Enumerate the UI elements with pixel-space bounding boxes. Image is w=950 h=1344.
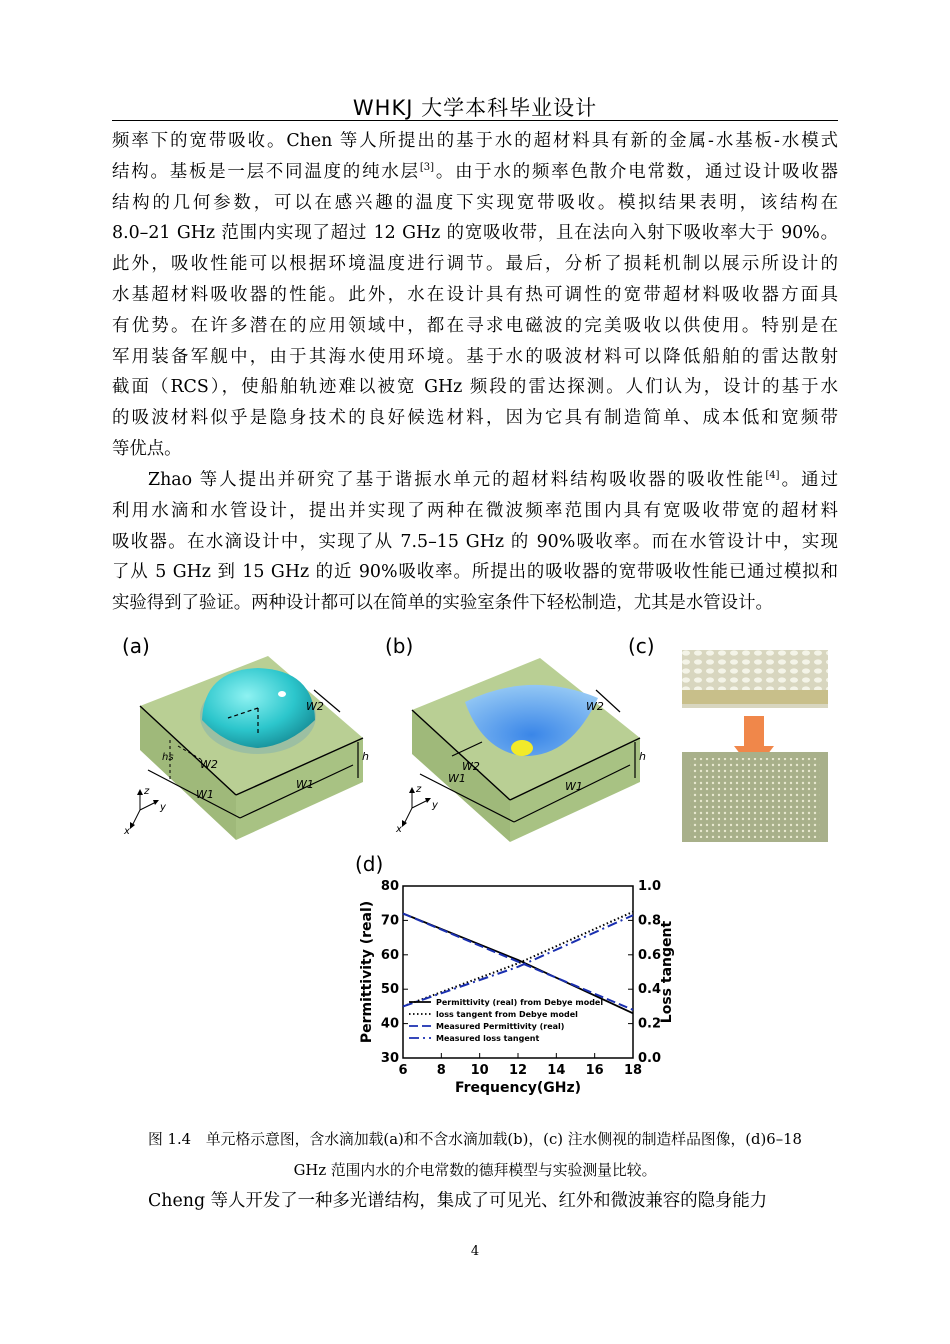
label-h: h: [362, 750, 369, 763]
text-line: 结构的几何参数，可以在感兴趣的温度下实现宽带吸收。模拟结果表明，该结构在: [112, 192, 838, 213]
label-w2: W2: [462, 760, 480, 773]
y-axis-title: Permittivity (real): [359, 900, 375, 1044]
text-line: 频率下的宽带吸收。Chen 等人所提出的基于水的超材料具有新的金属-水基板-水模式: [112, 131, 838, 151]
unit-cell-droplet-illustration: [118, 650, 368, 840]
axes-triad: [123, 786, 167, 837]
y2-axis-title: Loss tangent: [659, 920, 675, 1024]
text-line: 吸收器。在水滴设计中，实现了从 7.5–15 GHz 的 90%吸收率。而在水管设计中，实现: [112, 531, 838, 552]
y-tick-label: 70: [380, 913, 399, 929]
x-tick-label: 12: [508, 1063, 528, 1078]
legend-label: Permittivity (real) from Debye model: [436, 998, 604, 1007]
text-span: 。由于水的频率色散介电常数，通过设计吸收器: [433, 161, 838, 182]
text-line: [112, 157, 838, 188]
text-span: 。通过: [779, 470, 838, 490]
text-span: Zhao 等人提出并研究了基于谐振水单元的超材料结构吸收器的吸收性能: [148, 470, 766, 490]
text-line: 的吸波材料似乎是隐身技术的良好候选材料，因为它具有制造简单、成本低和宽频带: [112, 408, 838, 429]
x-tick-label: 8: [436, 1063, 446, 1078]
y-tick-label: 80: [380, 879, 399, 894]
axis-label-z: z: [416, 784, 422, 795]
label-h: h: [639, 750, 646, 763]
axis-label-y: y: [160, 802, 166, 813]
label-w1: W1: [296, 778, 314, 791]
panel-label-a: (a): [122, 634, 150, 658]
y-tick-label: 40: [380, 1016, 399, 1032]
page-number: 4: [470, 1244, 480, 1259]
x-tick-label: 18: [623, 1063, 643, 1078]
panel-label-c: (c): [628, 634, 655, 658]
label-w2: W2: [586, 700, 604, 713]
axis-label-y: y: [432, 800, 438, 811]
y2-tick-label: 1.0: [638, 879, 662, 894]
x-tick-label: 10: [470, 1063, 489, 1078]
label-hs: hs: [162, 752, 174, 763]
panel-label-b: (b): [385, 634, 414, 658]
paragraph-3: [112, 1186, 838, 1217]
figure-caption-line-2: GHz 范围内水的介电常数的德拜模型与实验测量比较。: [293, 1162, 657, 1179]
citation[interactable]: [3]: [419, 161, 434, 173]
text-line: 水基超材料吸收器的性能。此外，水在设计具有热可调性的宽带超材料吸收器方面具: [112, 284, 838, 305]
label-w2: W2: [306, 700, 324, 713]
legend-label: Measured loss tangent: [436, 1034, 540, 1043]
axis-label-x: x: [396, 824, 402, 835]
x-tick-label: 16: [585, 1063, 604, 1078]
page-header: WHKJ 大学本科毕业设计: [352, 96, 598, 120]
y-tick-label: 60: [380, 947, 399, 963]
label-w2: W2: [200, 758, 218, 771]
text-span: 结构。基板是一层不同温度的纯水层: [112, 161, 420, 182]
panel-label-d: (d): [355, 852, 384, 876]
y2-tick-label: 0.8: [638, 913, 662, 929]
cone-bottom: [511, 740, 533, 756]
y2-tick-label: 0.6: [638, 947, 662, 963]
y2-tick-label: 0.0: [638, 1051, 662, 1066]
text-line: 有优势。在许多潜在的应用领域中，都在寻求电磁波的完美吸收以供使用。特别是在: [112, 315, 838, 336]
axis-label-z: z: [144, 786, 150, 797]
text-line: 军用装备军舰中，由于其海水使用环境。基于水的吸波材料可以降低船舶的雷达散射: [112, 346, 838, 367]
label-w1: W1: [565, 780, 583, 793]
x-tick-label: 6: [398, 1063, 408, 1078]
text-line: 实验得到了验证。两种设计都可以在简单的实验室条件下轻松制造，尤其是水管设计。: [112, 593, 773, 614]
unit-cell-no-droplet-illustration: [390, 650, 650, 840]
legend-label: Measured Permittivity (real): [436, 1022, 565, 1031]
text-line: 8.0–21 GHz 范围内实现了超过 12 GHz 的宽吸收带，且在法向入射下吸收率大于 90%。: [112, 223, 838, 244]
y2-tick-label: 0.2: [638, 1016, 662, 1032]
text-line: 此外，吸收性能可以根据环境温度进行调节。最后，分析了损耗机制以展示所设计的: [112, 254, 838, 275]
plot-frame: [403, 886, 633, 1058]
text-line: 等优点。: [112, 438, 182, 459]
fabricated-sample-photos: [680, 648, 830, 844]
legend-label: loss tangent from Debye model: [436, 1010, 578, 1019]
figure-caption-line-1: 图 1.4 单元格示意图，含水滴加载(a)和不含水滴加载(b)，(c) 注水侧视的制造样品图像，(d)6–18: [148, 1131, 802, 1148]
axes-triad: [395, 784, 439, 835]
paragraph-1: [112, 126, 838, 465]
droplet-highlight: [278, 691, 286, 697]
permittivity-chart: [355, 872, 695, 1098]
y-tick-label: 30: [380, 1051, 399, 1066]
text-line: 利用水滴和水管设计，提出并实现了两种在微波频率范围内具有宽吸收带宽的超材料: [112, 500, 838, 521]
text-line: 了从 5 GHz 到 15 GHz 的近 90%吸收率。所提出的吸收器的宽带吸收性能已通过模拟和: [112, 562, 838, 583]
label-w1: W1: [196, 788, 214, 801]
text-line: Cheng 等人开发了一种多光谱结构，集成了可见光、红外和微波兼容的隐身能力: [148, 1191, 768, 1211]
text-line: 截面（RCS），使船舶轨迹难以被宽 GHz 频段的雷达探测。人们认为，设计的基于水: [112, 377, 838, 398]
citation[interactable]: [4]: [765, 470, 780, 481]
x-axis-title: Frequency(GHz): [454, 1080, 582, 1096]
label-w1: W1: [448, 772, 466, 785]
y2-tick-label: 0.4: [638, 982, 662, 998]
axis-label-x: x: [124, 826, 130, 837]
x-tick-label: 14: [547, 1063, 566, 1078]
paragraph-2: [112, 465, 838, 619]
y-tick-label: 50: [380, 982, 399, 998]
header-rule: [112, 120, 838, 121]
text-line: [112, 465, 838, 496]
